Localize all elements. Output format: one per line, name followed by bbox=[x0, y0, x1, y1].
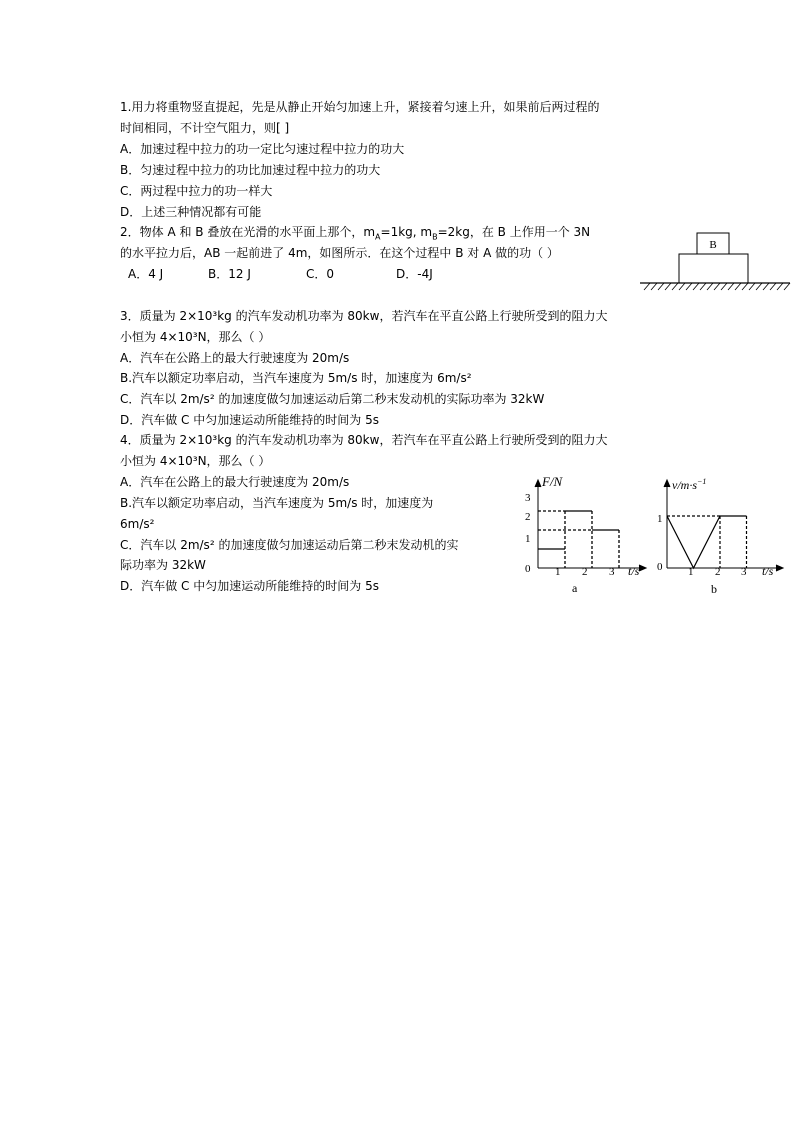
q1-option-b: B．匀速过程中拉力的功比加速过程中拉力的功大 bbox=[120, 163, 381, 177]
q2-option-c: C．0 bbox=[306, 267, 335, 281]
q1-option-c: C．两过程中拉力的功一样大 bbox=[120, 184, 273, 198]
q3-stem-line2: 小恒为 4×10³N，那么（ ） bbox=[120, 330, 271, 344]
graph-a-xlabel: t/s bbox=[628, 564, 640, 578]
q4-stem-line1: 4．质量为 2×10³kg 的汽车发动机功率为 80kw，若汽车在平直公路上行驶所受到的阻力大 bbox=[120, 433, 608, 447]
q3-option-a: A．汽车在公路上的最大行驶速度为 20m/s bbox=[120, 351, 350, 365]
graph-a bbox=[520, 472, 650, 600]
ground-hatching bbox=[644, 283, 790, 290]
q3-option-d: D．汽车做 C 中匀加速运动所能维持的时间为 5s bbox=[120, 413, 379, 427]
graph-b-caption: b bbox=[711, 582, 717, 596]
q1-option-d: D．上述三种情况都有可能 bbox=[120, 205, 262, 219]
q2-option-b: B．12 J bbox=[208, 267, 251, 281]
q4-option-c-line2: 际功率为 32kW bbox=[120, 558, 206, 572]
q4-option-c-line1: C．汽车以 2m/s² 的加速度做匀加速运动后第二秒末发动机的实 bbox=[120, 538, 459, 552]
graph-b-velocity-line bbox=[667, 516, 747, 568]
graph-b-origin: 0 bbox=[657, 561, 663, 573]
q1-stem-line2: 时间相同，不计空气阻力，则[ ] bbox=[120, 121, 290, 135]
graph-a-plot bbox=[538, 511, 619, 568]
graph-b-ylabel: $v/m\cdot s^{-1}$ bbox=[672, 477, 707, 492]
q1-stem-line1: 1.用力将重物竖直提起，先是从静止开始匀加速上升，紧接着匀速上升，如果前后两过程的 bbox=[120, 100, 600, 114]
q2-option-d: D．-4J bbox=[396, 267, 433, 281]
graph-a-xtick-2: 2 bbox=[582, 566, 588, 578]
graph-a-ytick-3: 3 bbox=[525, 492, 531, 504]
q2-stem-line1: 2．物体 A 和 B 叠放在光滑的水平面上那个，$m_A=1kg$, $m_B=2kg$，在 B 上作用一个 3N bbox=[120, 225, 591, 242]
graph-b-xtick-1: 1 bbox=[688, 566, 694, 578]
block-a bbox=[679, 254, 748, 283]
q2-option-a: A．4 J bbox=[128, 267, 164, 281]
graph-b-xtick-2: 2 bbox=[715, 566, 721, 578]
graph-b-xlabel: t/s bbox=[762, 564, 774, 578]
graph-a-origin: 0 bbox=[525, 563, 531, 575]
q4-option-b-line1: B.汽车以额定功率启动，当汽车速度为 5m/s 时，加速度为 bbox=[120, 496, 434, 510]
graph-b-xtick-3: 3 bbox=[741, 566, 747, 578]
graph-a-ytick-2: 2 bbox=[525, 511, 531, 523]
q3-stem-line1: 3．质量为 2×10³kg 的汽车发动机功率为 80kw，若汽车在平直公路上行驶所受到的阻力大 bbox=[120, 309, 608, 323]
graph-b-axes bbox=[664, 480, 783, 571]
q4-option-a: A．汽车在公路上的最大行驶速度为 20m/s bbox=[120, 475, 350, 489]
graph-a-ytick-1: 1 bbox=[525, 533, 531, 545]
graph-a-axes bbox=[535, 480, 646, 571]
q2-options bbox=[128, 266, 433, 282]
q4-option-b-line2: 6m/s² bbox=[120, 517, 155, 531]
graph-b-plot bbox=[667, 516, 747, 568]
graph-b-ytick-1: 1 bbox=[657, 513, 663, 525]
blocks-figure bbox=[640, 228, 794, 298]
graph-a-xtick-3: 3 bbox=[609, 566, 615, 578]
q1-option-a: A．加速过程中拉力的功一定比匀速过程中拉力的功大 bbox=[120, 142, 405, 156]
q2-stem-line2: 的水平拉力后，AB 一起前进了 4m，如图所示．在这个过程中 B 对 A 做的功（ ） bbox=[120, 246, 559, 260]
graph-b bbox=[654, 472, 789, 600]
q4-option-d: D．汽车做 C 中匀加速运动所能维持的时间为 5s bbox=[120, 579, 379, 593]
q3-option-b: B.汽车以额定功率启动，当汽车速度为 5m/s 时，加速度为 6m/s² bbox=[120, 371, 472, 385]
graph-a-ylabel: F/N bbox=[542, 474, 563, 489]
graph-a-xtick-1: 1 bbox=[555, 566, 561, 578]
q4-stem-line2: 小恒为 4×10³N，那么（ ） bbox=[120, 454, 271, 468]
block-b-label: B bbox=[709, 239, 717, 251]
q3-option-c: C．汽车以 2m/s² 的加速度做匀加速运动后第二秒末发动机的实际功率为 32kW bbox=[120, 392, 545, 406]
graph-a-caption: a bbox=[572, 581, 578, 595]
